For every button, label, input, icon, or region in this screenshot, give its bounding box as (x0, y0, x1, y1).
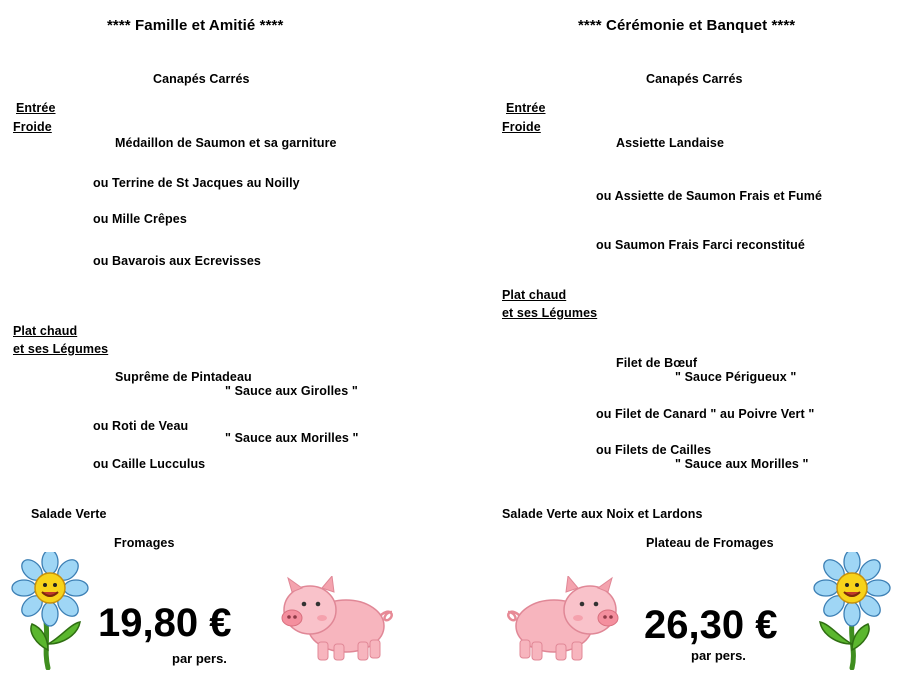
plat-sauce: " Sauce aux Morilles " (675, 457, 809, 471)
price: 19,80 € (98, 601, 232, 645)
plat-item: Filet de Bœuf (616, 356, 698, 370)
plat-sauce: " Sauce aux Girolles " (225, 384, 358, 398)
entree-item: ou Bavarois aux Ecrevisses (93, 254, 261, 268)
section-entree: Entrée (16, 101, 56, 115)
canapes: Canapés Carrés (153, 72, 250, 86)
pig-illustration (272, 576, 402, 668)
section-entree: Entrée (506, 101, 546, 115)
salade: Salade Verte aux Noix et Lardons (502, 507, 703, 521)
plat-item: Suprême de Pintadeau (115, 370, 252, 384)
menu-title: **** Famille et Amitié **** (107, 17, 284, 34)
section-plat-chaud: Plat chaud (502, 288, 567, 302)
section-legumes: et ses Légumes (502, 306, 598, 320)
fromages: Plateau de Fromages (646, 536, 774, 550)
pig-illustration (498, 576, 628, 668)
price-per-person: par pers. (172, 651, 227, 666)
entree-item: ou Assiette de Saumon Frais et Fumé (596, 189, 823, 203)
fromages: Fromages (114, 536, 175, 550)
plat-item: ou Roti de Veau (93, 419, 189, 433)
menu-title: **** Cérémonie et Banquet **** (578, 17, 796, 34)
plat-item: ou Caille Lucculus (93, 457, 206, 471)
entree-item: Médaillon de Saumon et sa garniture (115, 136, 337, 150)
canapes: Canapés Carrés (646, 72, 743, 86)
entree-item: ou Mille Crêpes (93, 212, 187, 226)
entree-item: ou Saumon Frais Farci reconstitué (596, 238, 805, 252)
section-froide: Froide (502, 120, 541, 134)
plat-item: ou Filets de Cailles (596, 443, 712, 457)
plat-sauce: " Sauce Périgueux " (675, 370, 797, 384)
section-froide: Froide (13, 120, 52, 134)
plat-item: ou Filet de Canard " au Poivre Vert " (596, 407, 815, 421)
plat-sauce: " Sauce aux Morilles " (225, 431, 359, 445)
flower-illustration (810, 552, 894, 670)
section-legumes: et ses Légumes (13, 342, 109, 356)
section-plat-chaud: Plat chaud (13, 324, 78, 338)
entree-item: ou Terrine de St Jacques au Noilly (93, 176, 300, 190)
price: 26,30 € (644, 603, 778, 647)
flower-illustration (8, 552, 92, 670)
price-per-person: par pers. (691, 648, 746, 663)
salade: Salade Verte (31, 507, 107, 521)
entree-item: Assiette Landaise (616, 136, 724, 150)
